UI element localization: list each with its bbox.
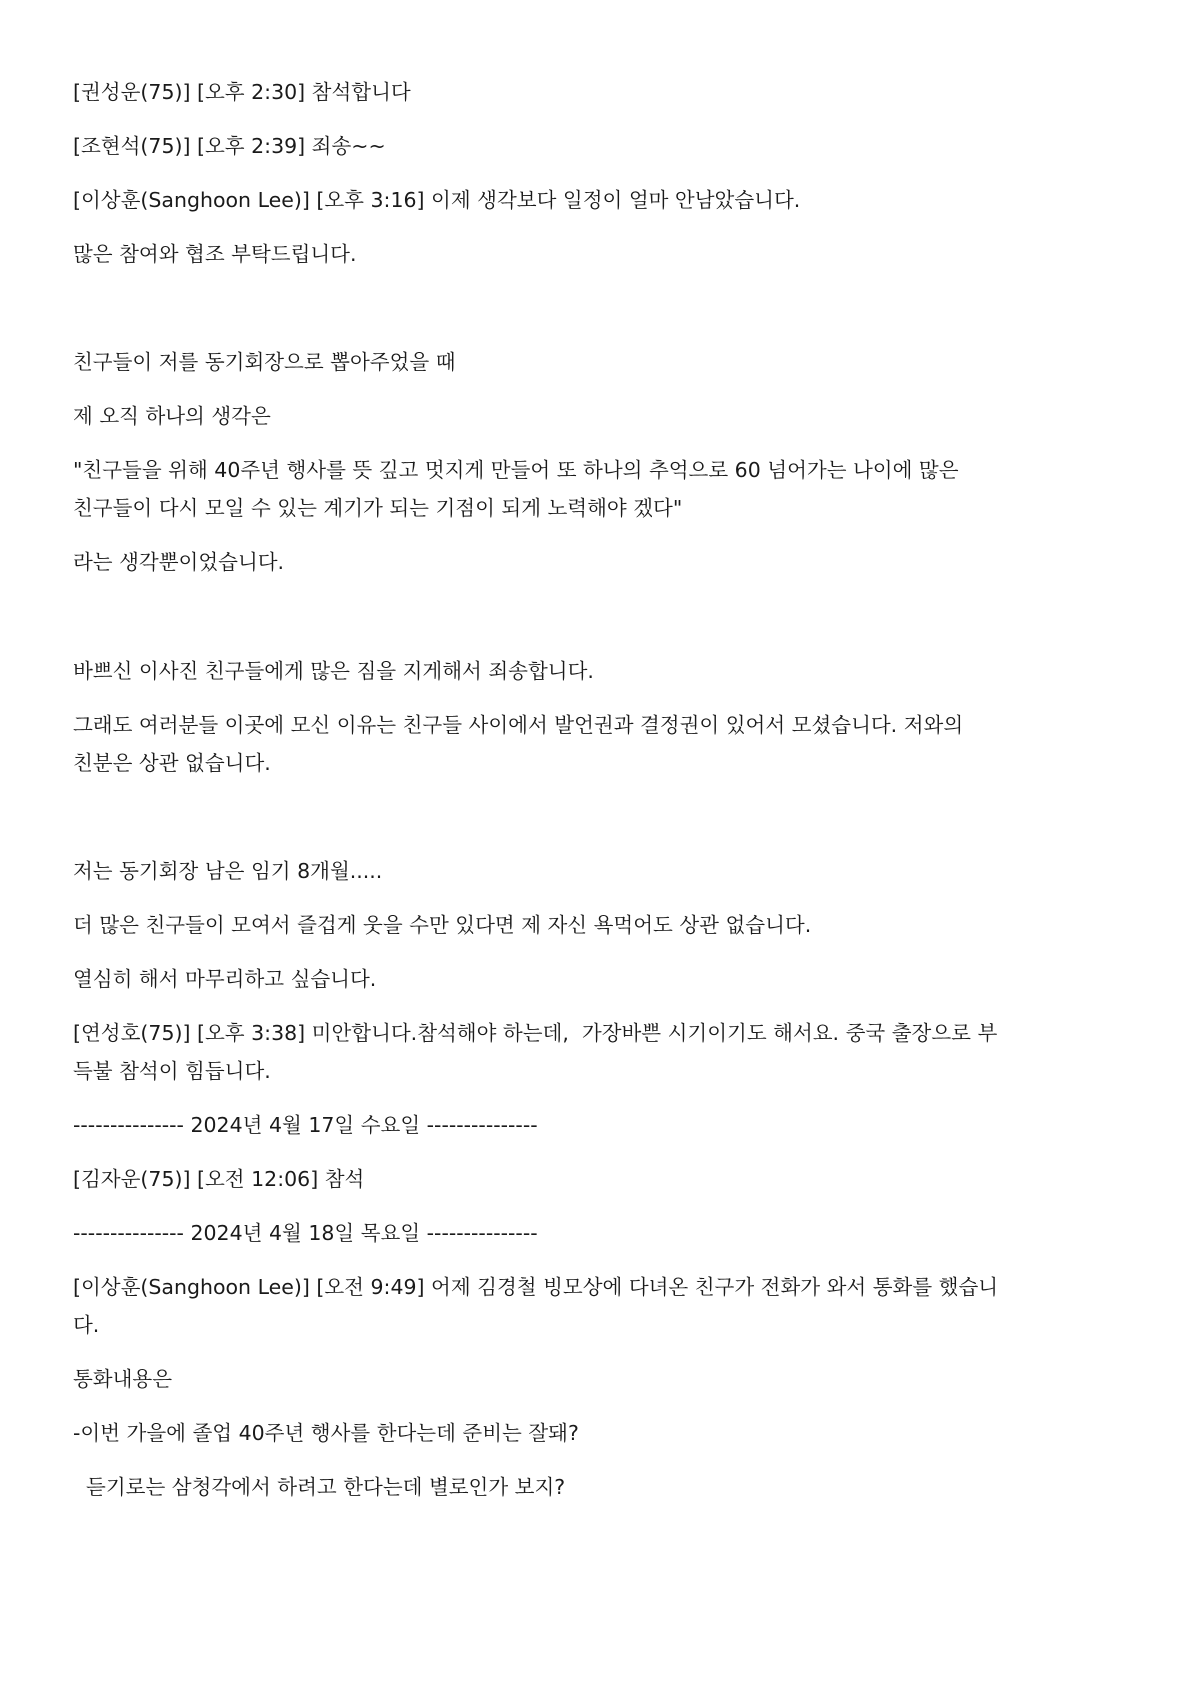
paragraph-line: 라는 생각뿐이었습니다. [73,550,285,574]
message-yeon-absence: [연성호(75)] [오후 3:38] 미안합니다.참석해야 하는데, 가장바쁜 시기이기도 해서요. 중국 출장으로 부 [73,1021,998,1045]
message-lee-call: [이상훈(Sanghoon Lee)] [오전 9:49] 어제 김경철 빙모상에 다녀온 친구가 전화가 와서 통화를 했습니 [73,1275,999,1299]
message-lee-schedule: [이상훈(Sanghoon Lee)] [오후 3:16] 이제 생각보다 일정이 얼마 안남았습니다. [73,188,801,212]
message-yeon-absence-cont: 득불 참석이 힘듭니다. [73,1059,271,1083]
paragraph-line: 듣기로는 삼청각에서 하려고 한다는데 별로인가 보지? [73,1475,566,1499]
message-cho-sorry: [조현석(75)] [오후 2:39] 죄송~~ [73,134,386,158]
message-lee-request: 많은 참여와 협조 부탁드립니다. [73,242,357,266]
message-kwon-attend: [권성운(75)] [오후 2:30] 참석합니다 [73,80,411,104]
paragraph-line: -이번 가을에 졸업 40주년 행사를 한다는데 준비는 잘돼? [73,1421,579,1445]
paragraph-line: 제 오직 하나의 생각은 [73,404,271,428]
quote-line: "친구들을 위해 40주년 행사를 뜻 깊고 멋지게 만들어 또 하나의 추억으로 60 넘어가는 나이에 많은 [73,458,959,482]
paragraph-line: 친분은 상관 없습니다. [73,751,271,775]
paragraph-line: 저는 동기회장 남은 임기 8개월..... [73,859,383,883]
paragraph-line: 열심히 해서 마무리하고 싶습니다. [73,967,377,991]
message-lee-call-cont: 다. [73,1313,100,1337]
quote-line: 친구들이 다시 모일 수 있는 계기가 되는 기점이 되게 노력해야 겠다" [73,496,683,520]
message-kim-attend: [김자운(75)] [오전 12:06] 참석 [73,1167,365,1191]
paragraph-line: 바쁘신 이사진 친구들에게 많은 짐을 지게해서 죄송합니다. [73,659,594,683]
date-divider: --------------- 2024년 4월 17일 수요일 --------------- [73,1113,538,1137]
paragraph-line: 통화내용은 [73,1367,173,1391]
paragraph-line: 친구들이 저를 동기회장으로 뽑아주었을 때 [73,350,456,374]
paragraph-line: 그래도 여러분들 이곳에 모신 이유는 친구들 사이에서 발언권과 결정권이 있어서 모셨습니다. 저와의 [73,713,964,737]
paragraph-line: 더 많은 친구들이 모여서 즐겁게 웃을 수만 있다면 제 자신 욕먹어도 상관 없습니다. [73,913,812,937]
date-divider: --------------- 2024년 4월 18일 목요일 --------------- [73,1221,538,1245]
